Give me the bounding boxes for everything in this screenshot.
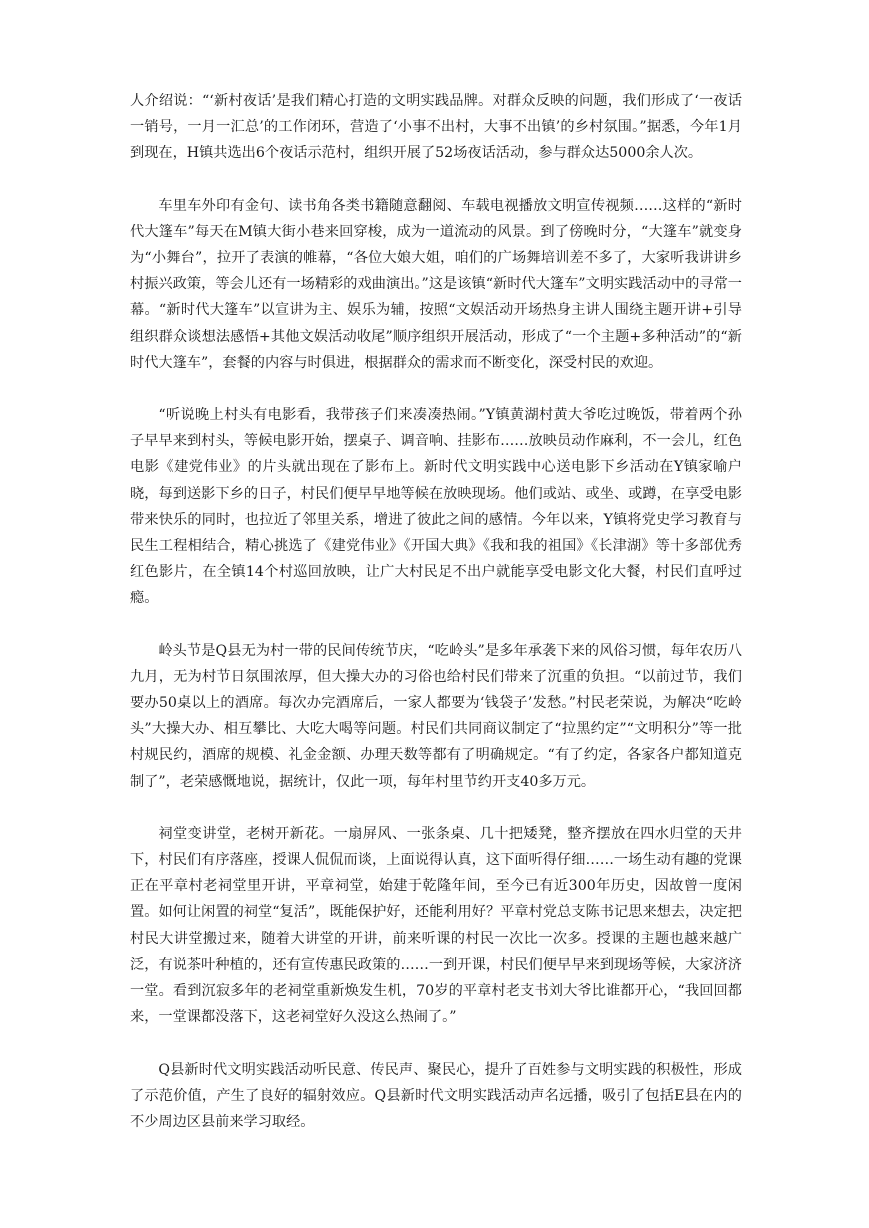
paragraph-3: “听说晚上村头有电影看，我带孩子们来凑凑热闹。”Y镇黄湖村黄大爷吃过晚饭，带着两个孙子早早来到村头，等候电影开始，摆桌子、调音响、挂影布……放映员动作麻利，不一会儿，红色电影《建党伟业》的片头就出现在了影布上。新时代文明实践中心送电影下乡活动在Y镇家喻户晓，每到送影下乡的日子，村民们便早早地等候在放映现场。他们或站、或坐、或蹲，在享受电影带来快乐的同时，也拉近了邻里关系，增进了彼此之间的感情。今年以来，Y镇将党史学习教育与民生工程相结合，精心挑选了《建党伟业》《开国大典》《我和我的祖国》《长津湖》等十多部优秀红色影片，在全镇14个村巡回放映，让广大村民足不出户就能享受电影文化大餐，村民们直呼过瘾。 — [130, 407, 742, 607]
paragraph-6: Q县新时代文明实践活动听民意、传民声、聚民心，提升了百姓参与文明实践的积极性，形成了示范价值，产生了良好的辐射效应。Q县新时代文明实践活动声名远播，吸引了包括E县在内的不少周边区县前来学习取经。 — [130, 1061, 742, 1130]
paragraph-1: 人介绍说：“‘新村夜话’是我们精心打造的文明实践品牌。对群众反映的问题，我们形成了‘一夜话一销号，一月一汇总’的工作闭环，营造了‘小事不出村，大事不出镇’的乡村氛围。”据悉，今年1月到现在，H镇共选出6个夜话示范村，组织开展了52场夜话活动，参与群众达5000余人次。 — [130, 93, 742, 162]
document-page — [130, 88, 742, 1161]
paragraph-2: 车里车外印有金句、读书角各类书籍随意翻阅、车载电视播放文明宣传视频……这样的“新时代大篷车”每天在M镇大街小巷来回穿梭，成为一道流动的风景。到了傍晚时分，“大篷车”就变身为“小舞台”，拉开了表演的帷幕，“各位大娘大姐，咱们的广场舞培训差不多了，大家听我讲讲乡村振兴政策，等会儿还有一场精彩的戏曲演出。”这是该镇“新时代大篷车”文明实践活动中的寻常一幕。“新时代大篷车”以宣讲为主、娱乐为辅，按照“文娱活动开场热身主讲人围绕主题开讲+引导组织群众谈想法感悟+其他文娱活动收尾”顺序组织开展活动，形成了“一个主题+多种活动”的“新时代大篷车”，套餐的内容与时俱进，根据群众的需求而不断变化，深受村民的欢迎。 — [130, 197, 742, 371]
paragraph-4: 岭头节是Q县无为村一带的民间传统节庆，“吃岭头”是多年承袭下来的风俗习惯，每年农历八九月，无为村节日氛围浓厚，但大操大办的习俗也给村民们带来了沉重的负担。“以前过节，我们要办50桌以上的酒席。每次办完酒席后，一家人都要为‘钱袋子’发愁。”村民老荣说，为解决“吃岭头”大操大办、相互攀比、大吃大喝等问题。村民们共同商议制定了“拉黑约定”“文明积分”等一批村规民约，酒席的规模、礼金金额、办理天数等都有了明确规定。“有了约定，各家各户都知道克制了”，老荣感慨地说，据统计，仅此一项，每年村里节约开支40多万元。 — [130, 642, 742, 790]
paragraph-5: 祠堂变讲堂，老树开新花。一扇屏风、一张条桌、几十把矮凳，整齐摆放在四水归堂的天井下，村民们有序落座，授课人侃侃而谈，上面说得认真，这下面听得仔细……一场生动有趣的党课正在平章村老祠堂里开讲，平章祠堂，始建于乾隆年间，至今已有近300年历史，因故曾一度闲置。如何让闲置的祠堂“复活”，既能保护好，还能利用好？平章村党总支陈书记思来想去，决定把村民大讲堂搬过来，随着大讲堂的开讲，前来听课的村民一次比一次多。授课的主题也越来越广泛，有说茶叶种植的，还有宣传惠民政策的……一到开课，村民们便早早来到现场等候，大家济济一堂。看到沉寂多年的老祠堂重新焕发生机，70岁的平章村老支书刘大爷比谁都开心，“我回回都来，一堂课都没落下，这老祠堂好久没这么热闹了。” — [130, 825, 742, 1026]
